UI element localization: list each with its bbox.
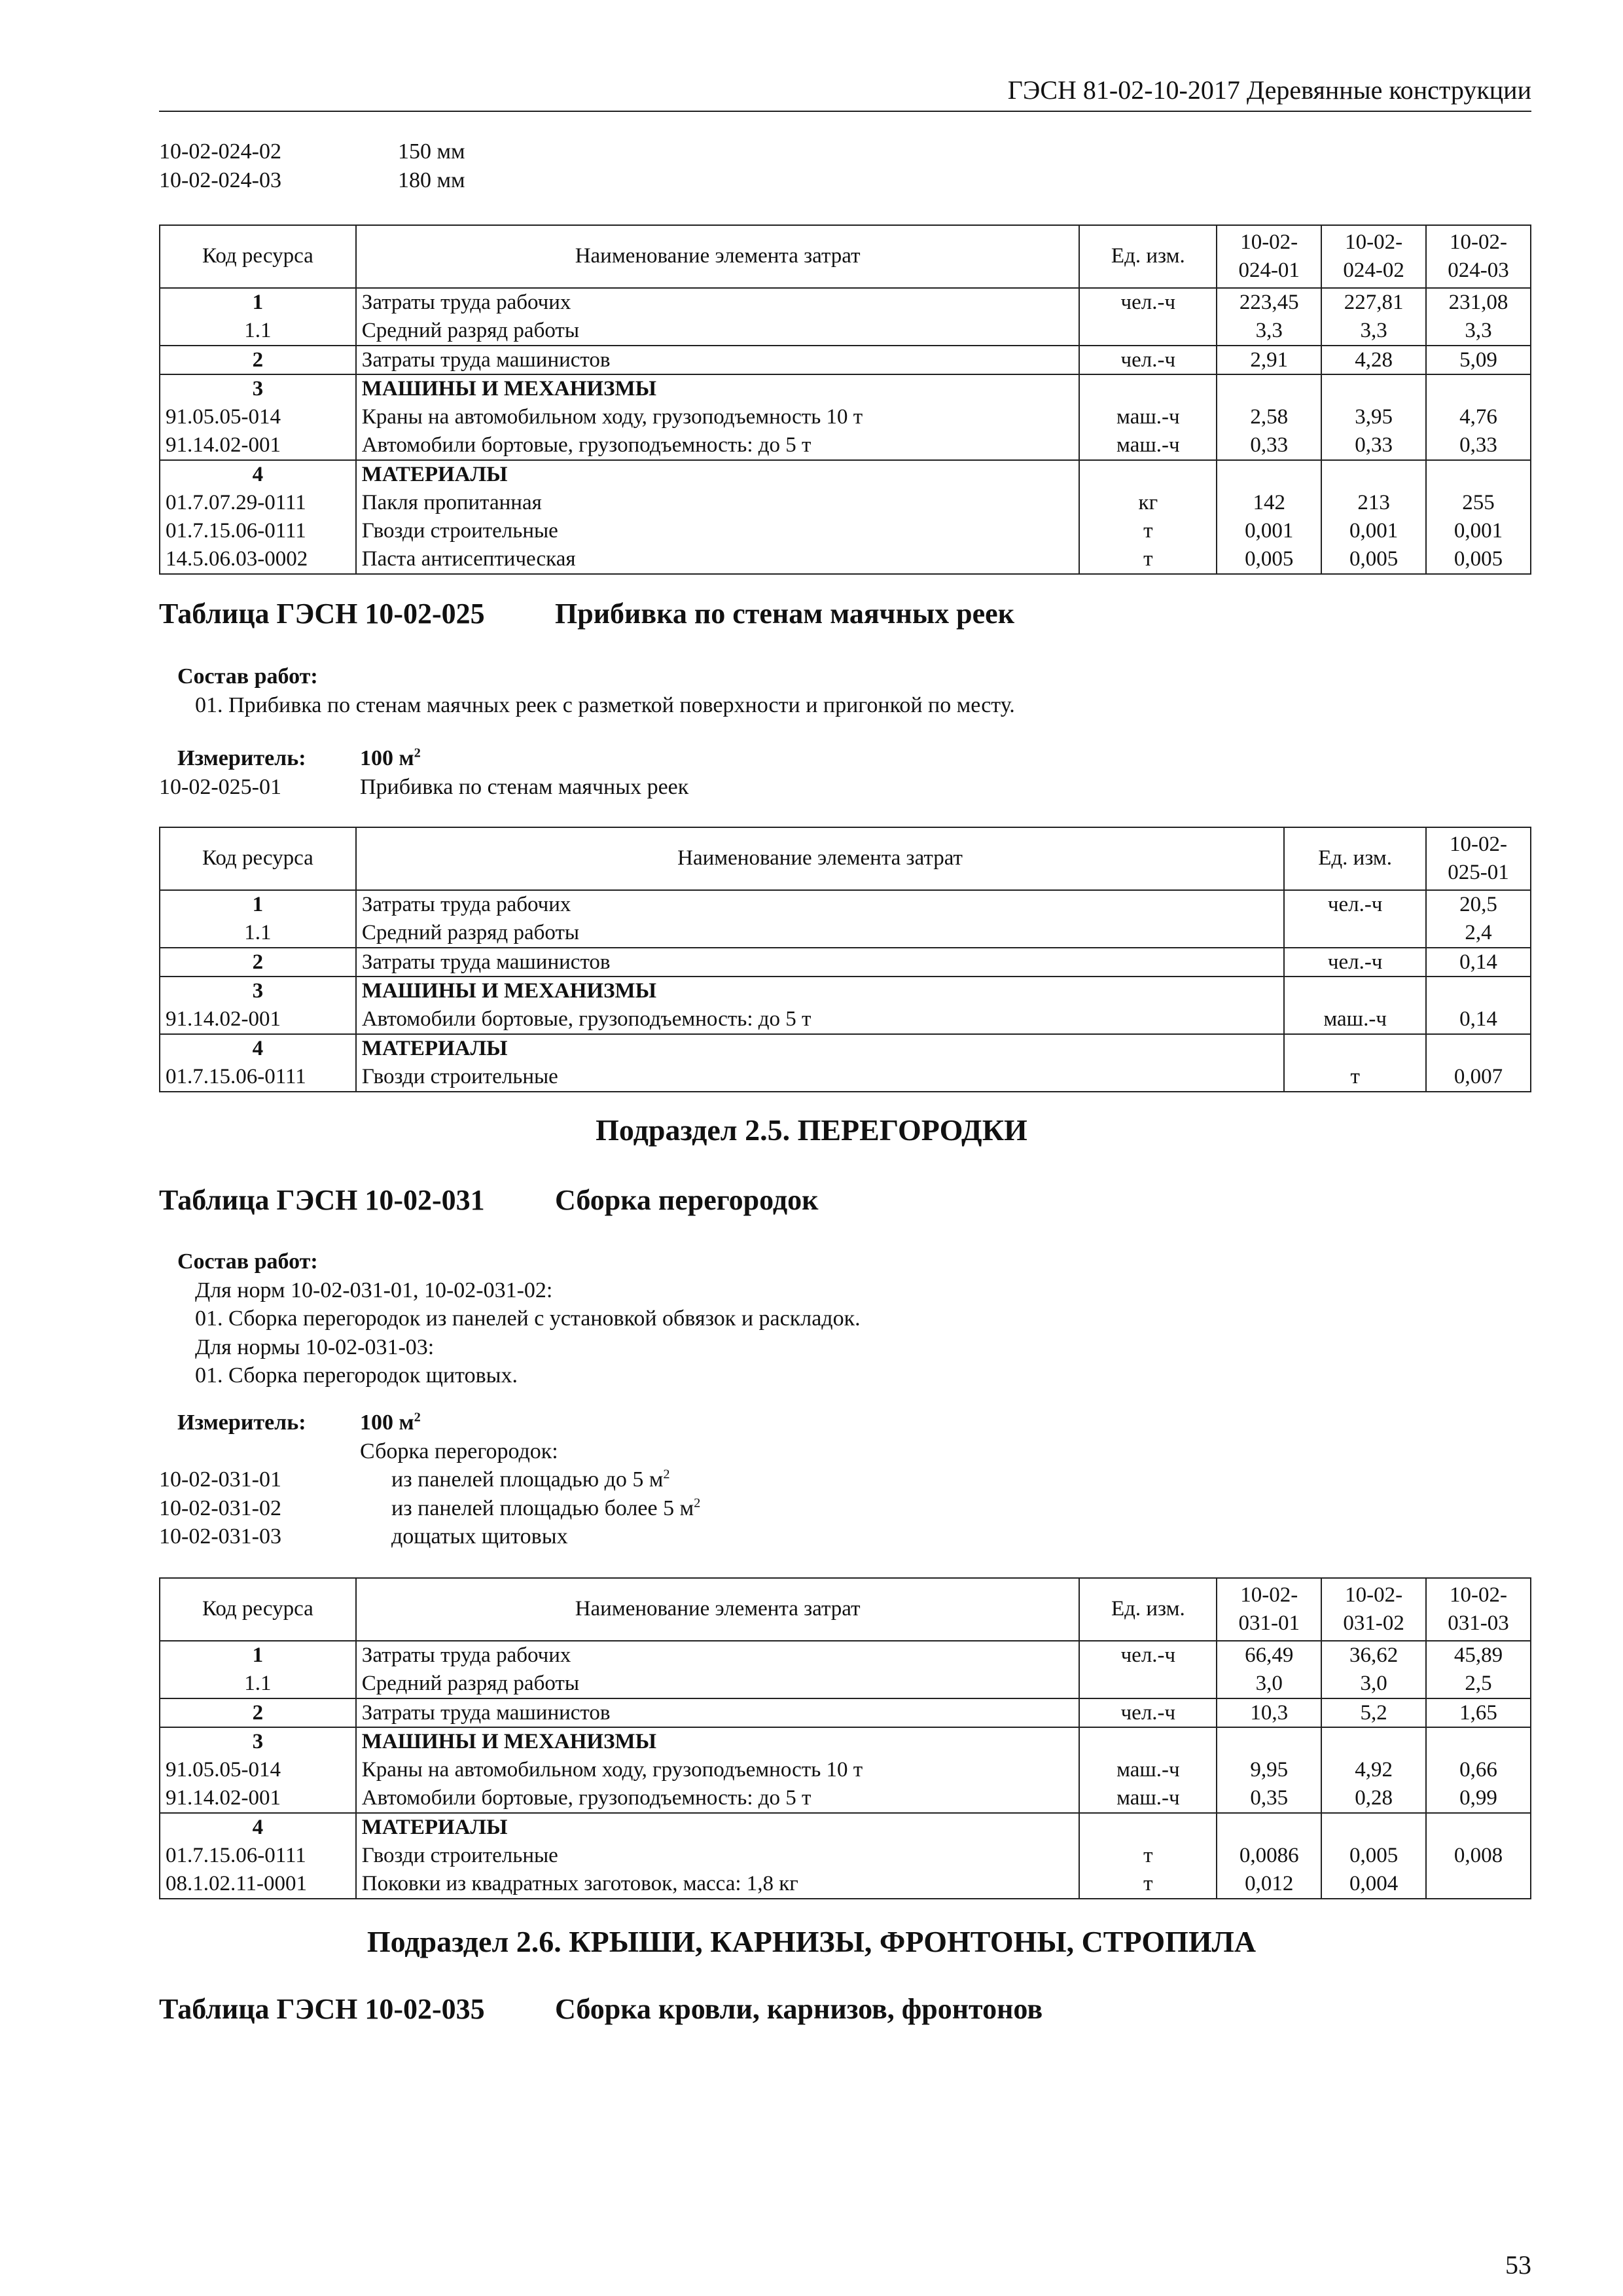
resource-table-025 xyxy=(159,827,1531,1092)
table-row xyxy=(160,1063,1531,1092)
cell-name: Краны на автомобильном ходу, грузоподъемность 10 т xyxy=(356,1756,1080,1784)
cell-unit xyxy=(1079,1727,1217,1756)
cell-unit xyxy=(1079,460,1217,489)
work-line: 01. Сборка перегородок из панелей с установкой обвязок и раскладок. xyxy=(195,1306,861,1331)
cell-unit: маш.-ч xyxy=(1079,1756,1217,1784)
cell-code: 01.7.15.06-0111 xyxy=(160,1063,356,1092)
column-header-unit: Ед. изм. xyxy=(1079,1578,1217,1641)
cell-value: 5,2 xyxy=(1321,1698,1426,1728)
cell-value: 227,81 xyxy=(1321,288,1426,317)
cell-value xyxy=(1426,1727,1531,1756)
table-row xyxy=(160,1813,1531,1842)
work-line: Для нормы 10-02-031-03: xyxy=(195,1335,435,1359)
meter-031 xyxy=(159,1408,700,1551)
cell-code: 14.5.06.03-0002 xyxy=(160,545,356,574)
cell-unit xyxy=(1079,1813,1217,1842)
cell-code: 1.1 xyxy=(160,919,356,948)
cell-code: 1 xyxy=(160,890,356,919)
cell-name: Затраты труда машинистов xyxy=(356,1698,1080,1728)
cell-unit xyxy=(1284,977,1426,1005)
cell-unit: т xyxy=(1079,545,1217,574)
cell-code: 3 xyxy=(160,977,356,1005)
subsection-title: Подраздел 2.5. ПЕРЕГОРОДКИ xyxy=(596,1113,1027,1147)
cell-code: 1.1 xyxy=(160,1670,356,1698)
cell-value: 4,76 xyxy=(1426,403,1531,431)
table-row xyxy=(160,1005,1531,1034)
cell-value: 0,33 xyxy=(1321,431,1426,460)
meter-label: Измеритель: xyxy=(177,1410,306,1435)
cell-name: Автомобили бортовые, грузоподъемность: до 5 т xyxy=(356,1784,1080,1813)
cell-value: 0,33 xyxy=(1217,431,1321,460)
cell-value xyxy=(1426,1034,1531,1063)
resource-table-024 xyxy=(159,224,1531,575)
cell-unit xyxy=(1079,1670,1217,1698)
column-header-name: Наименование элемента затрат xyxy=(356,1578,1080,1641)
cell-value: 3,3 xyxy=(1321,317,1426,346)
cell-unit: т xyxy=(1079,517,1217,545)
cell-value: 36,62 xyxy=(1321,1641,1426,1670)
resource-table-031 xyxy=(159,1577,1531,1899)
cell-value: 213 xyxy=(1321,489,1426,517)
cell-value xyxy=(1321,1727,1426,1756)
cell-code: 2 xyxy=(160,1698,356,1728)
cell-name: Средний разряд работы xyxy=(356,919,1284,948)
meter-025 xyxy=(159,744,688,801)
table-row xyxy=(160,374,1531,403)
table-row xyxy=(160,977,1531,1005)
cell-unit: маш.-ч xyxy=(1079,431,1217,460)
cell-name: Поковки из квадратных заготовок, масса: 1,8 кг xyxy=(356,1870,1080,1899)
cell-value: 0,33 xyxy=(1426,431,1531,460)
running-header: ГЭСН 81-02-10-2017 Деревянные конструкции xyxy=(159,73,1531,112)
table-row xyxy=(160,919,1531,948)
work-line: 01. Прибивка по стенам маячных реек с разметкой поверхности и пригонкой по месту. xyxy=(195,692,1015,717)
cell-value: 66,49 xyxy=(1217,1641,1321,1670)
cell-name: МАТЕРИАЛЫ xyxy=(356,460,1080,489)
cell-value: 0,14 xyxy=(1426,948,1531,977)
table-header-row xyxy=(160,1578,1531,1641)
table-row xyxy=(160,317,1531,346)
cell-name: Гвозди строительные xyxy=(356,1063,1284,1092)
cell-code: 91.14.02-001 xyxy=(160,1005,356,1034)
cell-unit: чел.-ч xyxy=(1079,346,1217,375)
cell-value xyxy=(1217,374,1321,403)
cell-value: 231,08 xyxy=(1426,288,1531,317)
cell-code: 1.1 xyxy=(160,317,356,346)
cell-value: 0,004 xyxy=(1321,1870,1426,1899)
column-header-name: Наименование элемента затрат xyxy=(356,827,1284,890)
cell-value xyxy=(1426,977,1531,1005)
table-title-025: Таблица ГЭСН 10-02-025 Прибивка по стенам маячных реек xyxy=(159,598,1015,630)
cell-value: 0,35 xyxy=(1217,1784,1321,1813)
cell-value: 0,66 xyxy=(1426,1756,1531,1784)
cell-unit: т xyxy=(1284,1063,1426,1092)
cell-name: Пакля пропитанная xyxy=(356,489,1080,517)
table-row xyxy=(160,403,1531,431)
table-row xyxy=(160,1842,1531,1870)
meter-value: 100 $м^2$ xyxy=(360,745,421,770)
cell-code: 91.05.05-014 xyxy=(160,1756,356,1784)
cell-code: 01.7.15.06-0111 xyxy=(160,1842,356,1870)
table-row xyxy=(160,890,1531,919)
table-row xyxy=(160,460,1531,489)
cell-value: 0,012 xyxy=(1217,1870,1321,1899)
cell-value xyxy=(1321,1813,1426,1842)
table-row xyxy=(160,545,1531,574)
work-line: 01. Сборка перегородок щитовых. xyxy=(195,1363,518,1388)
cell-unit xyxy=(1284,1034,1426,1063)
cell-code: 4 xyxy=(160,1813,356,1842)
cell-value: 0,001 xyxy=(1426,517,1531,545)
meter-value: 100 $м^2$ xyxy=(360,1410,421,1435)
work-composition-025 xyxy=(159,662,1015,719)
cell-value: 0,005 xyxy=(1426,545,1531,574)
cell-unit: т xyxy=(1079,1842,1217,1870)
cell-value: 0,28 xyxy=(1321,1784,1426,1813)
cell-name: Гвозди строительные xyxy=(356,1842,1080,1870)
cell-value: 4,28 xyxy=(1321,346,1426,375)
table-row xyxy=(160,1756,1531,1784)
cell-value xyxy=(1426,1870,1531,1899)
cell-value: 3,0 xyxy=(1217,1670,1321,1698)
cell-unit: маш.-ч xyxy=(1284,1005,1426,1034)
column-header-unit: Ед. изм. xyxy=(1284,827,1426,890)
cell-name: Автомобили бортовые, грузоподъемность: до 5 т xyxy=(356,1005,1284,1034)
cell-code: 4 xyxy=(160,460,356,489)
cell-name: МАШИНЫ И МЕХАНИЗМЫ xyxy=(356,374,1080,403)
cell-value xyxy=(1217,1727,1321,1756)
cell-value: 3,0 xyxy=(1321,1670,1426,1698)
cell-name: Затраты труда рабочих xyxy=(356,1641,1080,1670)
cell-code: 1 xyxy=(160,288,356,317)
cell-code: 01.7.15.06-0111 xyxy=(160,517,356,545)
cell-unit xyxy=(1079,374,1217,403)
cell-value: 3,3 xyxy=(1217,317,1321,346)
cell-name: Затраты труда машинистов xyxy=(356,948,1284,977)
norm-code: 10-02-024-03 xyxy=(159,168,281,192)
norm-name: 150 мм xyxy=(398,139,465,164)
cell-name: МАШИНЫ И МЕХАНИЗМЫ xyxy=(356,1727,1080,1756)
column-header-code: Код ресурса xyxy=(160,827,356,890)
cell-code: 3 xyxy=(160,1727,356,1756)
cell-value xyxy=(1321,374,1426,403)
cell-value: 0,005 xyxy=(1321,1842,1426,1870)
cell-value: 0,005 xyxy=(1321,545,1426,574)
table-row xyxy=(160,431,1531,460)
cell-code: 08.1.02.11-0001 xyxy=(160,1870,356,1899)
cell-value: 2,91 xyxy=(1217,346,1321,375)
table-row xyxy=(160,346,1531,375)
column-header-norm: 10-02- 025-01 xyxy=(1426,827,1531,890)
cell-value: 2,5 xyxy=(1426,1670,1531,1698)
work-label: Состав работ: xyxy=(177,664,318,689)
cell-value: 2,4 xyxy=(1426,919,1531,948)
norm-code: 10-02-024-02 xyxy=(159,139,281,164)
table-row xyxy=(160,489,1531,517)
list-item: 10-02-031-02 из панелей площадью более 5 $м^2$ xyxy=(159,1496,701,1520)
cell-name: Краны на автомобильном ходу, грузоподъемность 10 т xyxy=(356,403,1080,431)
table-row xyxy=(160,1034,1531,1063)
cell-code: 1 xyxy=(160,1641,356,1670)
list-item: 10-02-031-01 из панелей площадью до 5 $м^2$ xyxy=(159,1467,670,1492)
cell-name: Автомобили бортовые, грузоподъемность: до 5 т xyxy=(356,431,1080,460)
column-header-norm: 10-02- 024-03 xyxy=(1426,225,1531,288)
table-row xyxy=(160,288,1531,317)
list-item xyxy=(159,166,465,195)
cell-value: 0,14 xyxy=(1426,1005,1531,1034)
subsection-title: Подраздел 2.6. КРЫШИ, КАРНИЗЫ, ФРОНТОНЫ, СТРОПИЛА xyxy=(366,1925,1257,1958)
cell-value: 9,95 xyxy=(1217,1756,1321,1784)
cell-value xyxy=(1321,460,1426,489)
cell-value: 2,58 xyxy=(1217,403,1321,431)
cell-value: 0,99 xyxy=(1426,1784,1531,1813)
cell-name: МАТЕРИАЛЫ xyxy=(356,1813,1080,1842)
cell-value: 0,001 xyxy=(1321,517,1426,545)
cell-unit: маш.-ч xyxy=(1079,403,1217,431)
table-header-row xyxy=(160,827,1531,890)
cell-unit: маш.-ч xyxy=(1079,1784,1217,1813)
list-item: 10-02-025-01 Прибивка по стенам маячных реек xyxy=(159,774,689,799)
cell-value xyxy=(1217,460,1321,489)
cell-value: 3,95 xyxy=(1321,403,1426,431)
table-header-row xyxy=(160,225,1531,288)
cell-value: 45,89 xyxy=(1426,1641,1531,1670)
column-header-code: Код ресурса xyxy=(160,1578,356,1641)
work-line: Для норм 10-02-031-01, 10-02-031-02: xyxy=(195,1278,553,1302)
cell-name: Затраты труда рабочих xyxy=(356,890,1284,919)
table-row xyxy=(160,948,1531,977)
cell-name: Затраты труда рабочих xyxy=(356,288,1080,317)
cell-code: 91.14.02-001 xyxy=(160,431,356,460)
table-row xyxy=(160,1698,1531,1728)
table-row xyxy=(160,1641,1531,1670)
list-item xyxy=(159,137,465,166)
cell-value: 223,45 xyxy=(1217,288,1321,317)
cell-name: МАШИНЫ И МЕХАНИЗМЫ xyxy=(356,977,1284,1005)
cell-name: Гвозди строительные xyxy=(356,517,1080,545)
table-title-035: Таблица ГЭСН 10-02-035 Сборка кровли, карнизов, фронтонов xyxy=(159,1993,1043,2025)
list-item: 10-02-031-03 дощатых щитовых xyxy=(159,1524,568,1549)
cell-unit: кг xyxy=(1079,489,1217,517)
cell-code: 4 xyxy=(160,1034,356,1063)
table-row xyxy=(160,517,1531,545)
cell-value: 5,09 xyxy=(1426,346,1531,375)
cell-unit: чел.-ч xyxy=(1079,288,1217,317)
cell-code: 2 xyxy=(160,948,356,977)
cell-unit: чел.-ч xyxy=(1079,1698,1217,1728)
cell-value: 1,65 xyxy=(1426,1698,1531,1728)
norm-name: 180 мм xyxy=(398,168,465,192)
column-header-norm: 10-02- 031-03 xyxy=(1426,1578,1531,1641)
cell-value: 0,007 xyxy=(1426,1063,1531,1092)
cell-value: 0,005 xyxy=(1217,545,1321,574)
page-number: 53 xyxy=(1505,2250,1531,2280)
group-label: Сборка перегородок: xyxy=(360,1439,558,1463)
meter-label: Измеритель: xyxy=(177,746,306,770)
cell-value: 3,3 xyxy=(1426,317,1531,346)
cell-value: 142 xyxy=(1217,489,1321,517)
column-header-name: Наименование элемента затрат xyxy=(356,225,1080,288)
cell-unit: т xyxy=(1079,1870,1217,1899)
column-header-code: Код ресурса xyxy=(160,225,356,288)
cell-value: 4,92 xyxy=(1321,1756,1426,1784)
cell-code: 91.14.02-001 xyxy=(160,1784,356,1813)
column-header-norm: 10-02- 024-01 xyxy=(1217,225,1321,288)
cell-code: 2 xyxy=(160,346,356,375)
top-codes xyxy=(159,137,465,194)
cell-unit: чел.-ч xyxy=(1284,948,1426,977)
cell-value xyxy=(1426,1813,1531,1842)
cell-name: Затраты труда машинистов xyxy=(356,346,1080,375)
cell-value xyxy=(1217,1813,1321,1842)
column-header-norm: 10-02- 031-01 xyxy=(1217,1578,1321,1641)
cell-value: 0,001 xyxy=(1217,517,1321,545)
table-row xyxy=(160,1784,1531,1813)
cell-code: 3 xyxy=(160,374,356,403)
table-row xyxy=(160,1670,1531,1698)
cell-code: 01.7.07.29-0111 xyxy=(160,489,356,517)
cell-name: Паста антисептическая xyxy=(356,545,1080,574)
cell-name: МАТЕРИАЛЫ xyxy=(356,1034,1284,1063)
table-row xyxy=(160,1727,1531,1756)
column-header-norm: 10-02- 031-02 xyxy=(1321,1578,1426,1641)
cell-name: Средний разряд работы xyxy=(356,317,1080,346)
work-label: Состав работ: xyxy=(177,1249,318,1274)
cell-unit xyxy=(1079,317,1217,346)
cell-unit xyxy=(1284,919,1426,948)
cell-value: 10,3 xyxy=(1217,1698,1321,1728)
cell-unit: чел.-ч xyxy=(1079,1641,1217,1670)
cell-value: 20,5 xyxy=(1426,890,1531,919)
table-title-031: Таблица ГЭСН 10-02-031 Сборка перегородок xyxy=(159,1184,819,1216)
cell-unit: чел.-ч xyxy=(1284,890,1426,919)
work-composition-031 xyxy=(159,1247,861,1390)
cell-value xyxy=(1426,460,1531,489)
table-row xyxy=(160,1870,1531,1899)
cell-value: 255 xyxy=(1426,489,1531,517)
cell-value: 0,0086 xyxy=(1217,1842,1321,1870)
column-header-norm: 10-02- 024-02 xyxy=(1321,225,1426,288)
column-header-unit: Ед. изм. xyxy=(1079,225,1217,288)
cell-value xyxy=(1426,374,1531,403)
cell-code: 91.05.05-014 xyxy=(160,403,356,431)
cell-value: 0,008 xyxy=(1426,1842,1531,1870)
cell-name: Средний разряд работы xyxy=(356,1670,1080,1698)
